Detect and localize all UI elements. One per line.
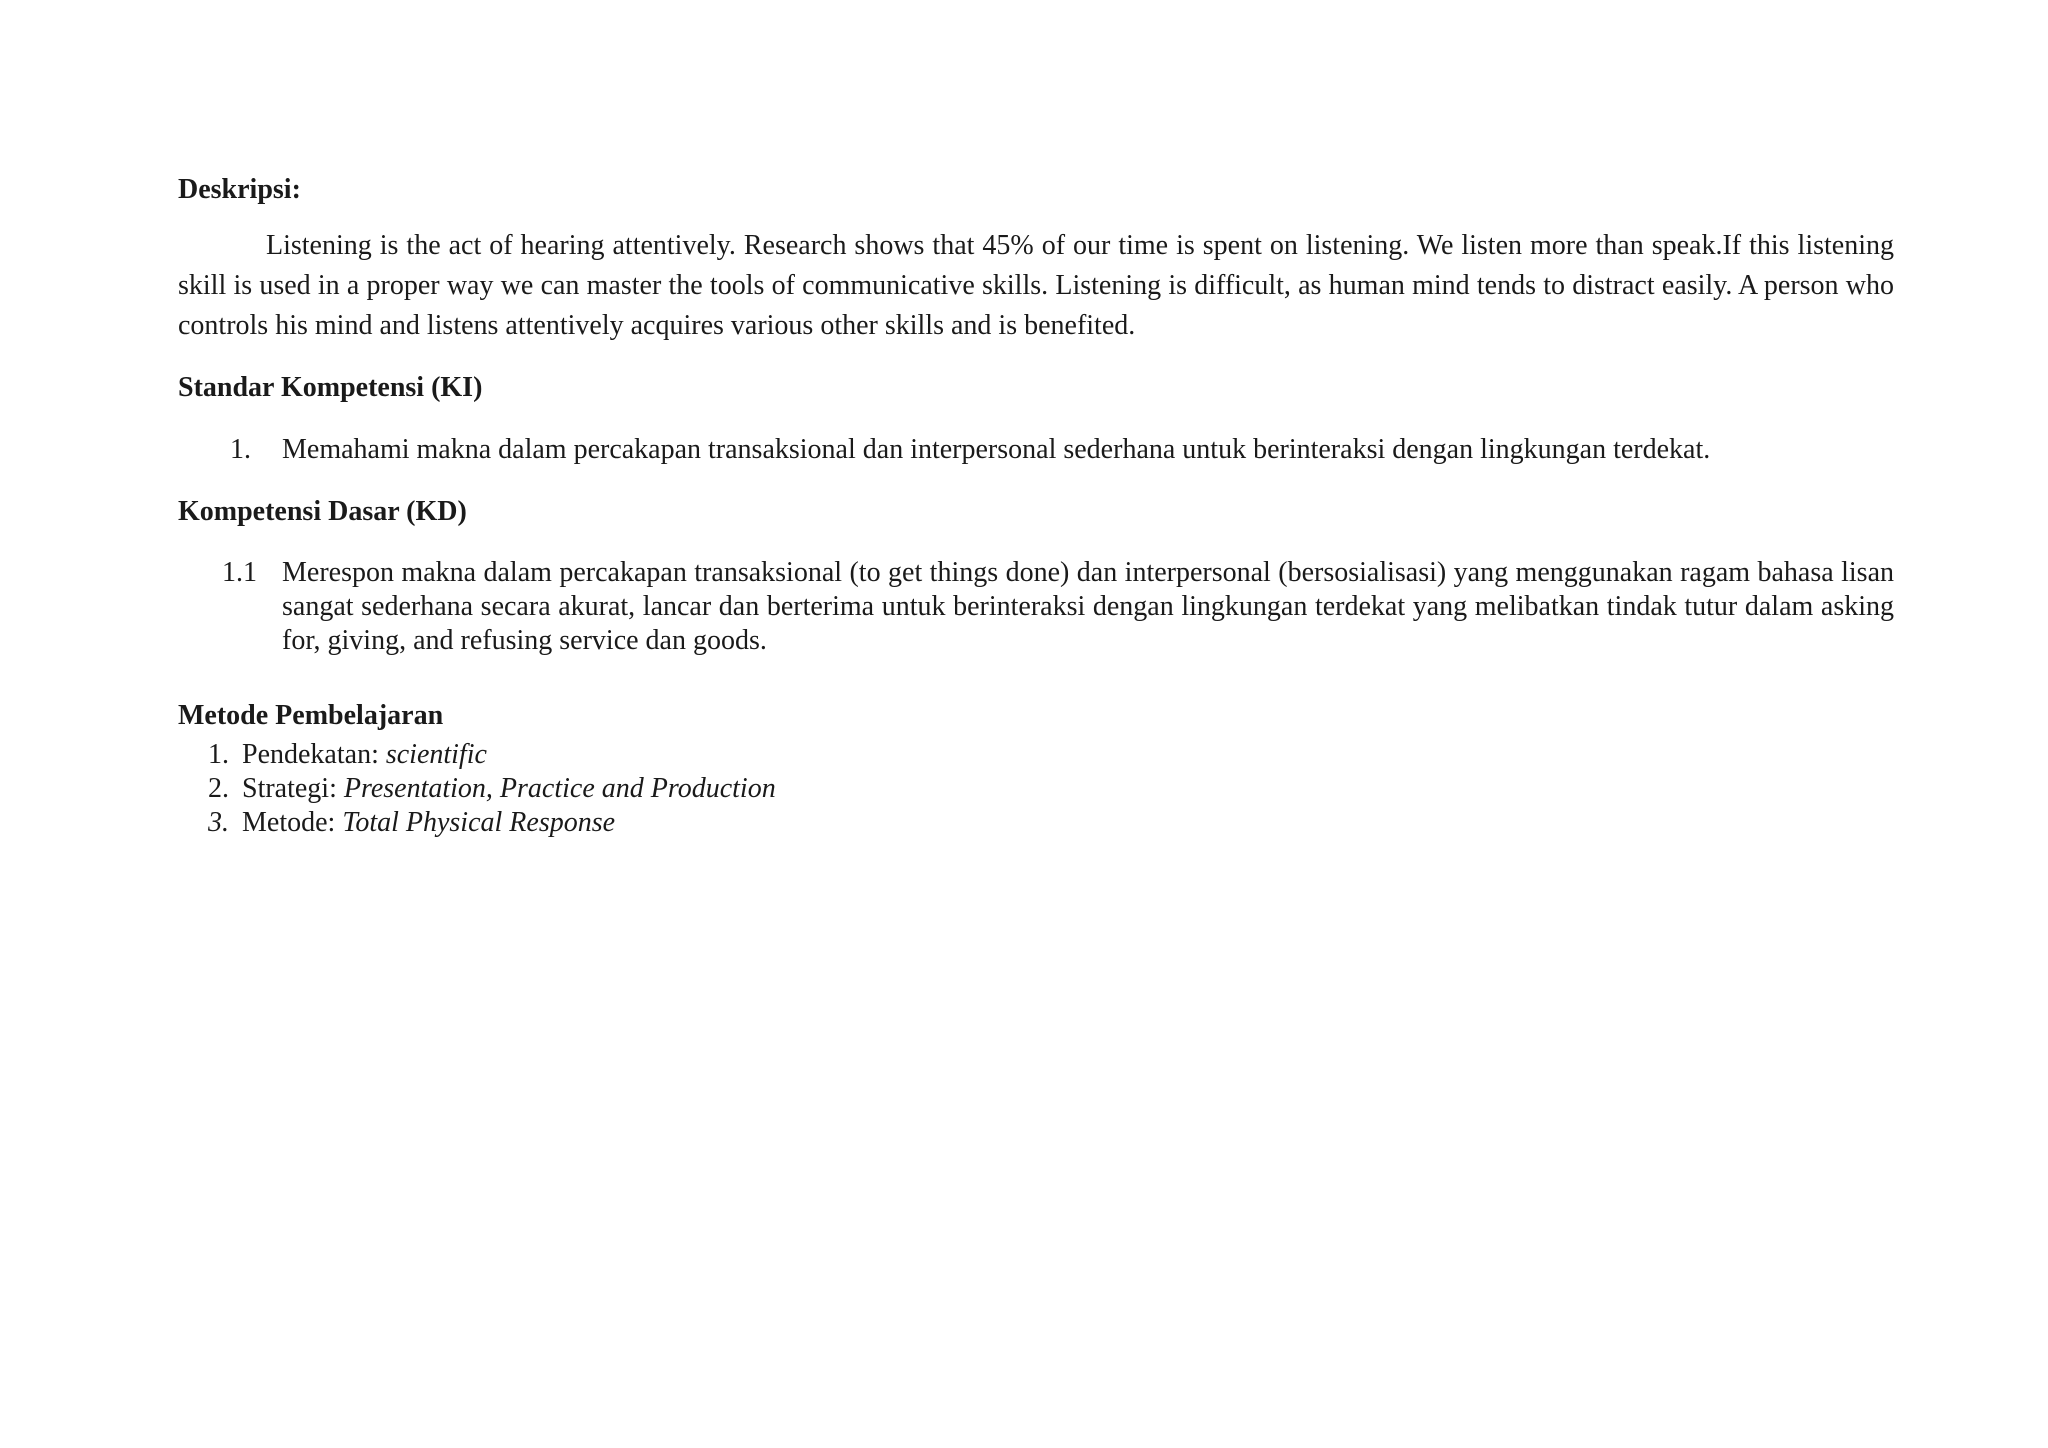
metode-pembelajaran-list <box>178 738 1894 840</box>
list-item-value: scientific <box>385 739 487 770</box>
list-item-number: 1.1 <box>222 557 257 588</box>
list-item <box>178 806 1894 840</box>
deskripsi-section <box>178 172 1894 346</box>
list-item <box>178 432 1894 468</box>
list-item-label: Metode: <box>242 807 336 838</box>
kompetensi-dasar-list <box>178 556 1894 658</box>
metode-pembelajaran-section <box>178 698 1894 840</box>
list-item-number: 3. <box>208 807 229 838</box>
standar-kompetensi-list <box>178 432 1894 468</box>
list-item-text: Merespon makna dalam percakapan transaksional (to get things done) dan interpersonal (bersosialisasi) yang menggunakan ragam bahasa lisan sangat sederhana secara akurat, lancar dan berterima untuk berinteraksi dengan lingkungan terdekat yang melibatkan tindak tutur dalam asking for, giving, and refusing service dan goods. <box>282 557 1894 656</box>
list-item-label: Pendekatan: <box>242 739 379 770</box>
standar-kompetensi-section <box>178 370 1894 468</box>
list-item-value: Presentation, Practice and Production <box>343 773 776 804</box>
kompetensi-dasar-section <box>178 494 1894 658</box>
list-item <box>178 738 1894 772</box>
list-item-number: 1. <box>208 739 229 770</box>
list-item-label: Strategi: <box>242 773 337 804</box>
deskripsi-heading: Deskripsi: <box>178 174 301 205</box>
deskripsi-paragraph: Listening is the act of hearing attentively. Research shows that 45% of our time is spent on listening. We listen more than speak.If this listening skill is used in a proper way we can master the tools of communicative skills. Listening is difficult, as human mind tends to distract easily. A person who controls his mind and listens attentively acquires various other skills and is benefited. <box>178 230 1894 341</box>
document-page <box>178 172 1894 840</box>
kompetensi-dasar-heading: Kompetensi Dasar (KD) <box>178 496 467 527</box>
list-item <box>178 556 1894 658</box>
list-item-number: 1. <box>230 434 251 465</box>
list-item-text: Memahami makna dalam percakapan transaksional dan interpersonal sederhana untuk berinteraksi dengan lingkungan terdekat. <box>282 434 1711 465</box>
metode-pembelajaran-heading: Metode Pembelajaran <box>178 700 444 731</box>
list-item-value: Total Physical Response <box>342 807 616 838</box>
list-item-number: 2. <box>208 773 229 804</box>
list-item <box>178 772 1894 806</box>
standar-kompetensi-heading: Standar Kompetensi (KI) <box>178 372 483 403</box>
